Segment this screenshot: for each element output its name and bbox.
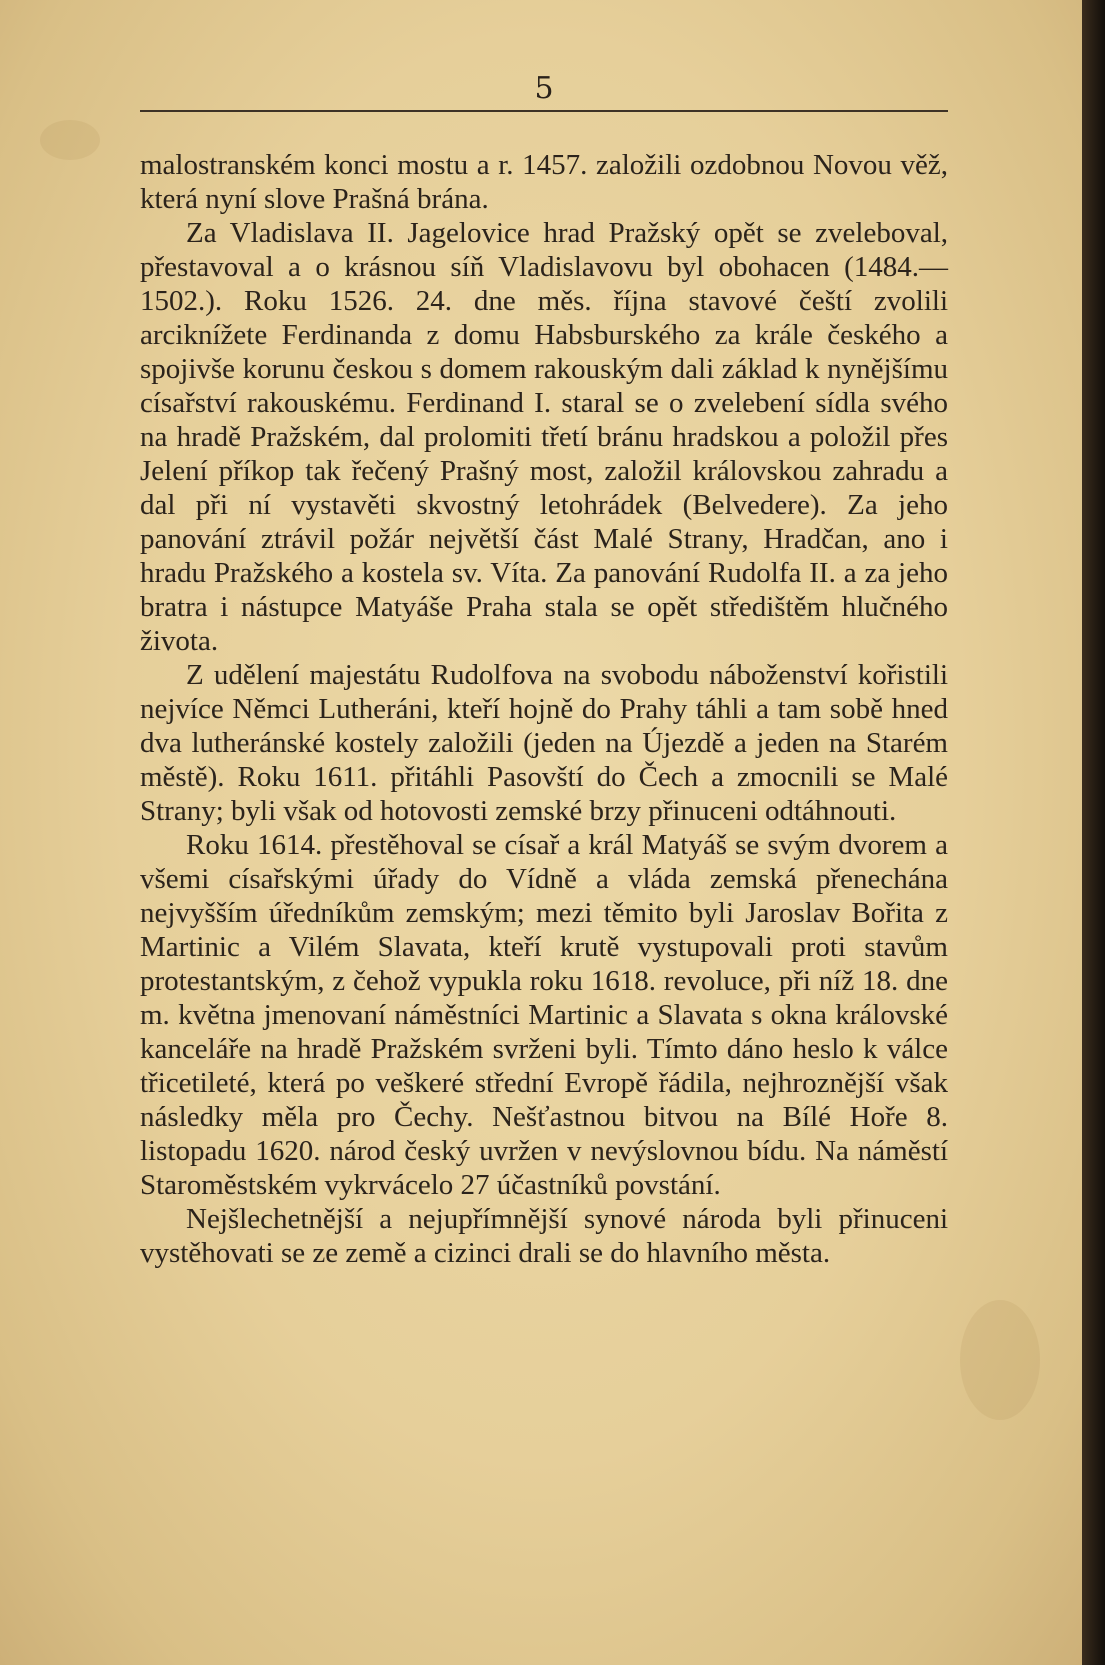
page-edge-shadow — [1082, 0, 1105, 1665]
page-header — [140, 68, 948, 116]
body-text — [140, 148, 948, 1270]
paragraph: Z udělení majestátu Rudolfova na svobodu náboženství kořistili nejvíce Němci Lutheráni, kteří hojně do Prahy táhli a tam sobě hned dva lutheránské kostely založili (jeden na Újezdě a jeden na Starém městě). Roku 1611. přitáhli Pasovští do Čech a zmocnili se Malé Strany; byli však od hotovosti zemské brzy přinuceni odtáhnouti. — [140, 659, 948, 827]
paragraph: malostranském konci mostu a r. 1457. založili ozdobnou Novou věž, která nyní slove Prašná brána. — [140, 149, 948, 215]
paper-stain — [40, 120, 100, 160]
paper-stain — [960, 1300, 1040, 1420]
page-number: 5 — [534, 71, 554, 106]
paragraph: Nejšlechetnější a nejupřímnější synové národa byli přinuceni vystěhovati se ze země a cizinci drali se do hlavního města. — [140, 1203, 948, 1269]
paragraph: Za Vladislava II. Jagelovice hrad Pražský opět se zveleboval, přestavoval a o krásnou síň Vladislavovu byl obohacen (1484.—1502.). Roku 1526. 24. dne měs. října stavové čeští zvolili arciknížete Ferdinanda z domu Habsburského za krále českého a spojivše korunu českou s domem rakouským dali základ k nynějšímu císařství rakouskému. Ferdinand I. staral se o zvelebení sídla svého na hradě Pražském, dal prolomiti třetí bránu hradskou a položil přes Jelení příkop tak řečený Prašný most, založil královskou zahradu a dal při ní vystavěti skvostný letohrádek (Belvedere). Za jeho panování ztrávil požár největší část Malé Strany, Hradčan, ano i hradu Pražského a kostela sv. Víta. Za panování Rudolfa II. a za jeho bratra i nástupce Matyáše Praha stala se opět středištěm hlučného života. — [140, 217, 948, 657]
paragraph: Roku 1614. přestěhoval se císař a král Matyáš se svým dvorem a všemi císařskými úřady do Vídně a vláda zemská přenechána nejvyšším úředníkům zemským; mezi těmito byli Jaroslav Bořita z Martinic a Vilém Slavata, kteří krutě vystupovali proti stavům protestantským, z čehož vypukla roku 1618. revoluce, při níž 18. dne m. května jmenovaní náměstníci Martinic a Slavata s okna královské kanceláře na hradě Pražském svrženi byli. Tímto dáno heslo k válce třicetileté, která po veškeré střední Evropě řádila, nejhroznější však následky měla pro Čechy. Nešťastnou bitvou na Bílé Hoře 8. listopadu 1620. národ český uvržen v nevýslovnou bídu. Na náměstí Staroměstském vykrvácelo 27 účastníků povstání. — [140, 829, 948, 1201]
header-rule — [140, 110, 948, 112]
